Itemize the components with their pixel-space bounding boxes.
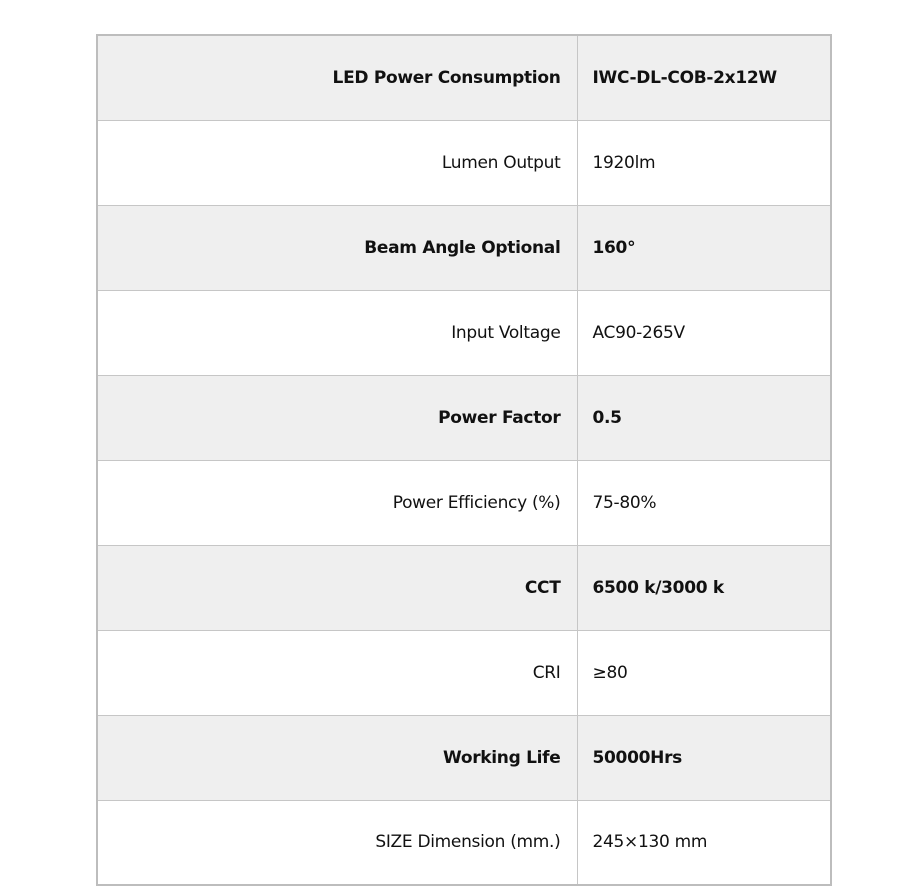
spec-value: IWC-DL-COB-2x12W: [577, 35, 831, 120]
spec-value: ≥80: [577, 630, 831, 715]
table-row: [97, 290, 831, 375]
table-row: [97, 460, 831, 545]
spec-label: Working Life: [97, 715, 577, 800]
spec-value: 160°: [577, 205, 831, 290]
table-row: [97, 120, 831, 205]
spec-label: Lumen Output: [97, 120, 577, 205]
spec-value: 0.5: [577, 375, 831, 460]
table-row: [97, 375, 831, 460]
spec-label: Beam Angle Optional: [97, 205, 577, 290]
table-row: [97, 35, 831, 120]
spec-label: Power Efficiency (%): [97, 460, 577, 545]
spec-label: SIZE Dimension (mm.): [97, 800, 577, 885]
spec-label: CRI: [97, 630, 577, 715]
spec-label: LED Power Consumption: [97, 35, 577, 120]
spec-value: 245×130 mm: [592, 832, 708, 853]
spec-label: Power Factor: [97, 375, 577, 460]
table-row: [97, 205, 831, 290]
table-row: [97, 800, 831, 885]
table-row: [97, 545, 831, 630]
spec-value: AC90-265V: [577, 290, 831, 375]
table-row: [97, 630, 831, 715]
spec-label: CCT: [97, 545, 577, 630]
spec-label: Input Voltage: [97, 290, 577, 375]
spec-value: 75-80%: [577, 460, 831, 545]
spec-value: 6500 k/3000 k: [577, 545, 831, 630]
spec-value: 50000Hrs: [577, 715, 831, 800]
spec-table: [96, 34, 832, 886]
spec-value: 1920lm: [577, 120, 831, 205]
table-row: [97, 715, 831, 800]
